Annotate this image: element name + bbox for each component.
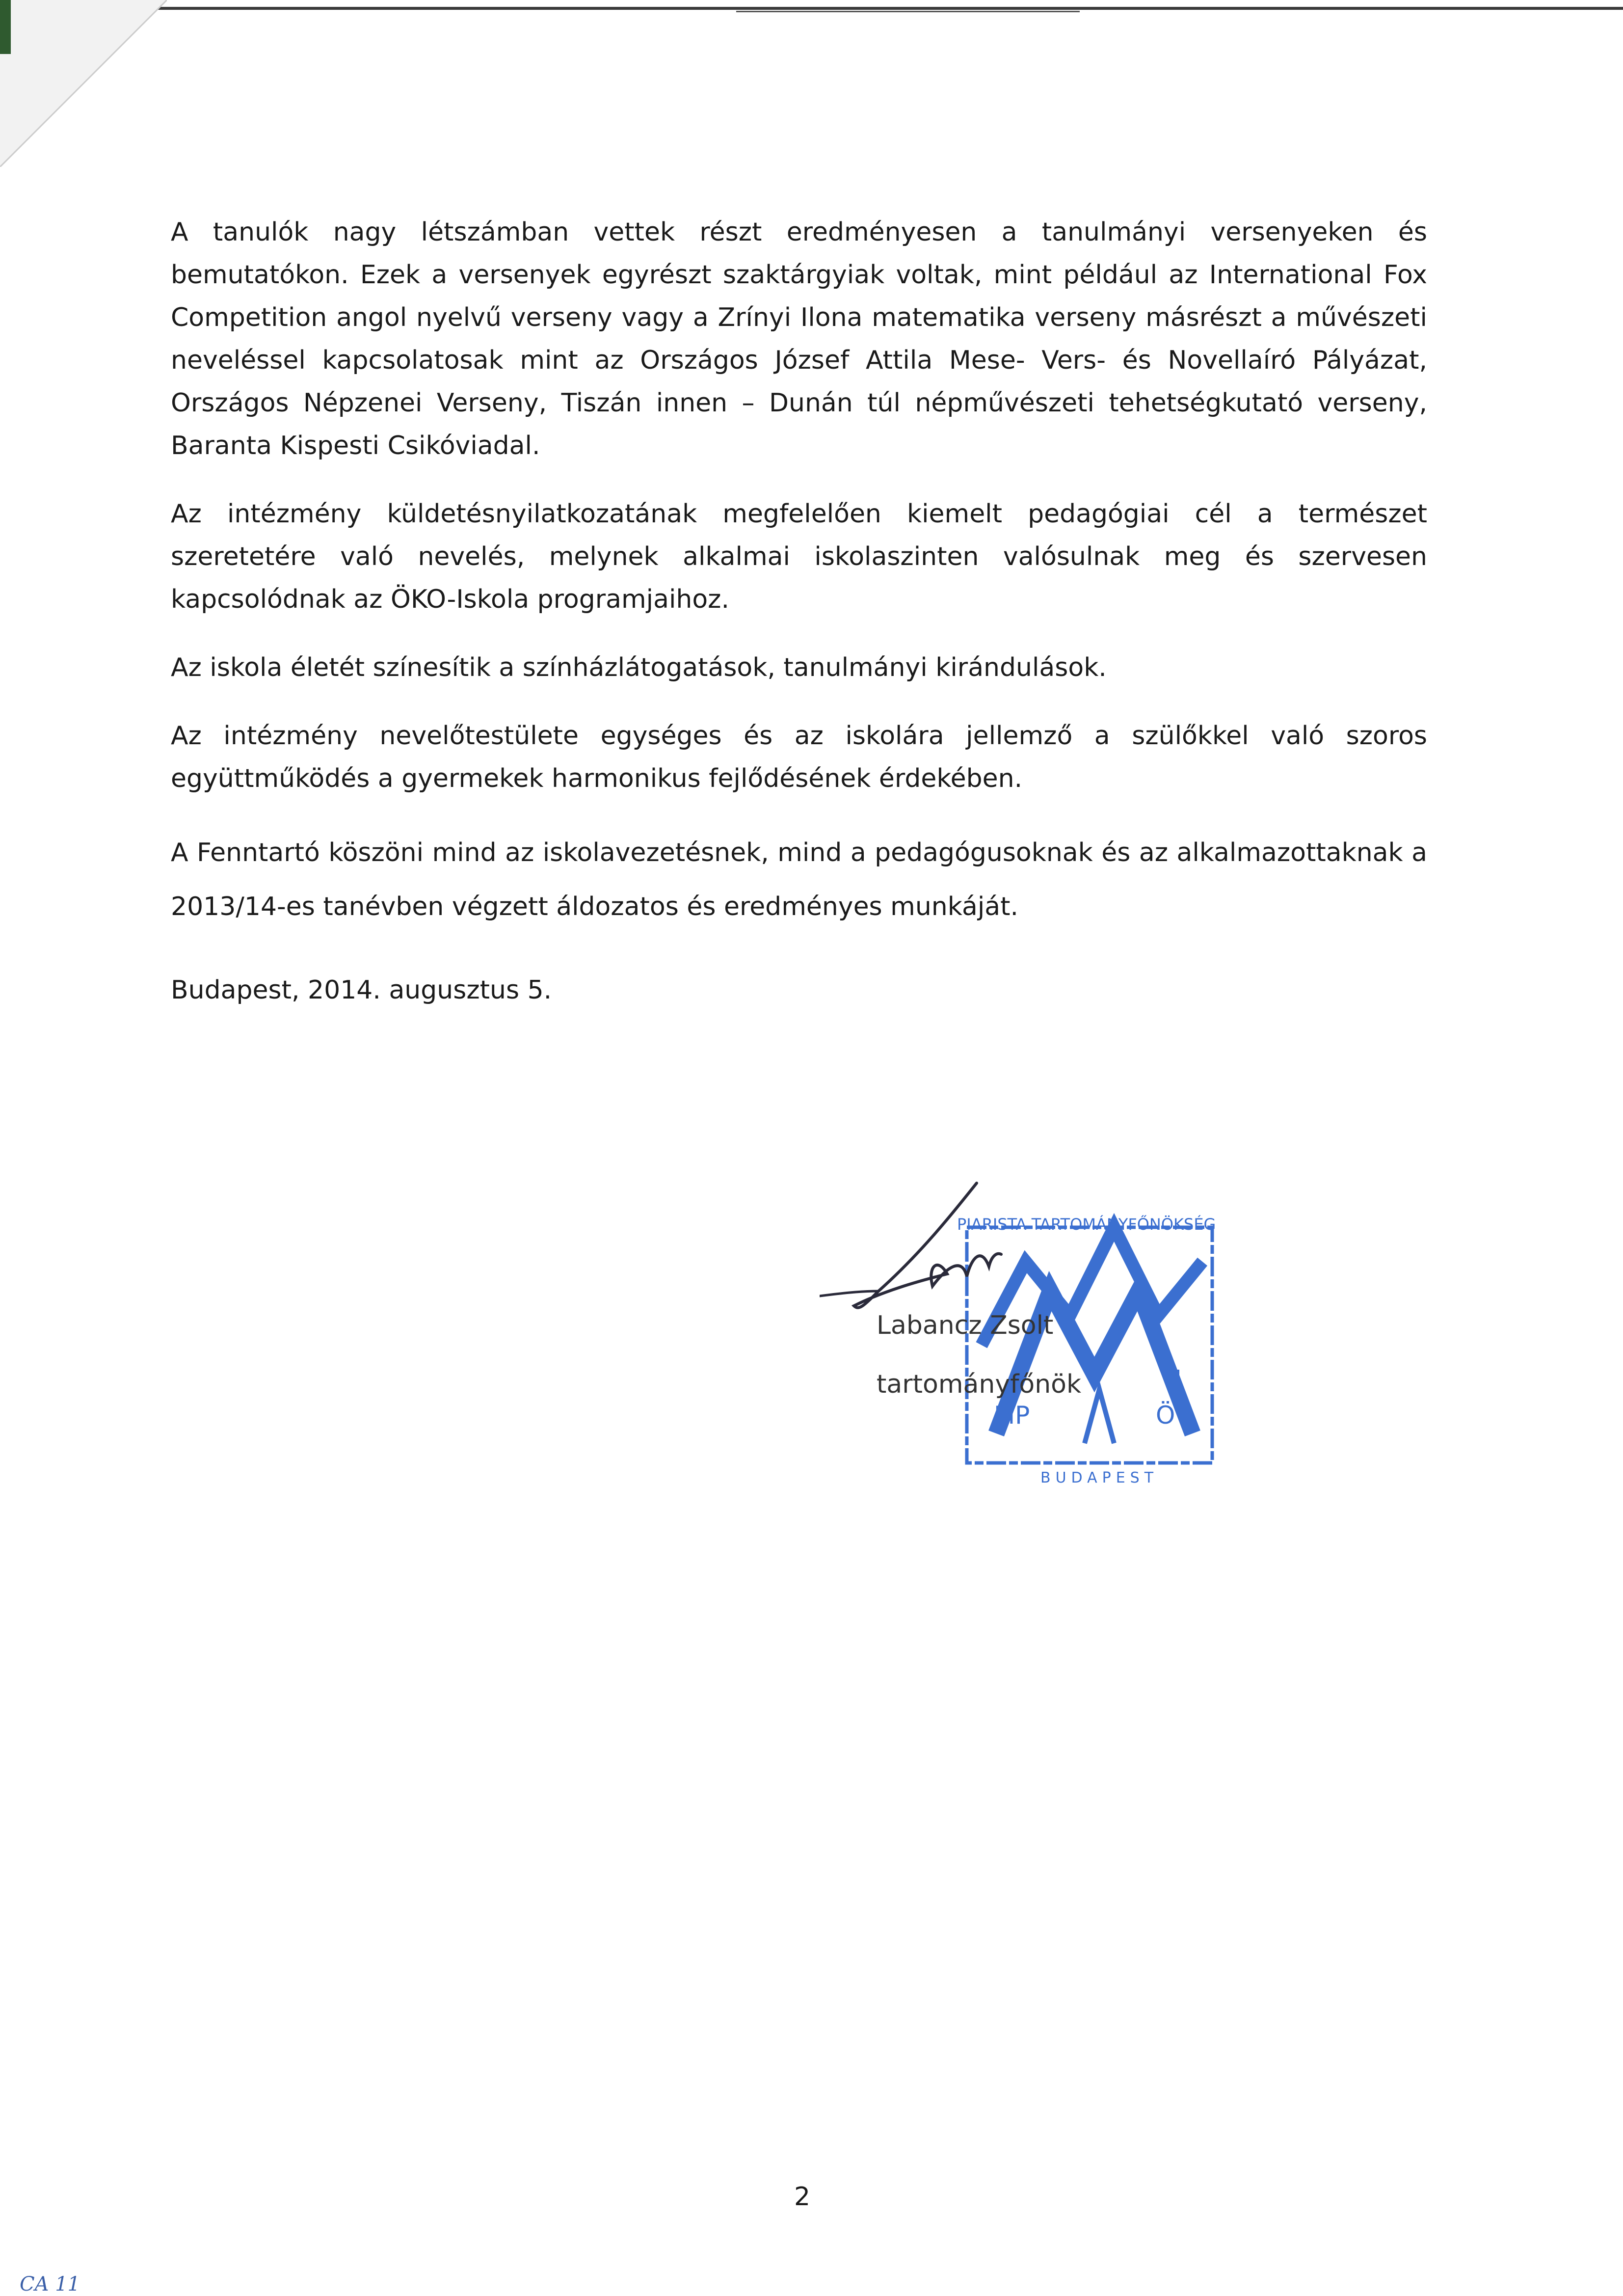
paragraph-staff: Az intézmény nevelőtestülete egységes és az iskolára jellemző a szülőkkel való szoros együttműködés a gyermekek harmonikus fejlődésének érdekében. [171,721,1427,793]
folded-corner [0,0,167,167]
page-number: 2 [794,2182,811,2212]
signatory-name: Labancz Zsolt [877,1311,1054,1340]
date-line: Budapest, 2014. augusztus 5. [171,975,552,1005]
paragraph-activities: Az iskola életét színesítik a színházlátogatások, tanulmányi kirándulások. [171,653,1107,682]
stamp-right-letters: ÖY [1156,1401,1189,1430]
handwritten-signature [854,1183,1001,1308]
paragraph-competitions: A tanulók nagy létszámban vettek részt eredményesen a tanulmányi versenyeken és bemutatókon. Ezek a versenyek egyrészt szaktárgyiak voltak, mint például az International Fox Competition angol nyelvű verseny vagy a Zrínyi Ilona matematika verseny másrészt a művészeti neveléssel kapcsolatosak mint az Országos József Attila Mese- Vers- és Novellaíró Pályázat, Országos Népzenei Verseny, Tiszán innen – Dunán túl népművészeti tehetségkutató verseny, Baranta Kispesti Csikóviadal. [171,217,1427,460]
stamp-top-text: PIARISTA TARTOMÁNYFŐNÖKSÉG [957,1215,1216,1234]
paragraph-mission: Az intézmény küldetésnyilatkozatának megfelelően kiemelt pedagógiai cél a természet szeretetére való nevelés, melynek alkalmai iskolaszinten valósulnak meg és szervesen kapcsolódnak az ÖKO-Iskola programjaihoz. [171,499,1427,614]
scan-top-edge-mark [736,11,1080,12]
scan-top-edge [0,7,1623,10]
signatory-title: tartományfőnök [877,1370,1082,1399]
letter-body [171,211,1427,959]
margin-note: CA 11 [20,2273,80,2296]
stamp-left-letters: MP [994,1401,1030,1430]
paragraph-thanks: A Fenntartó köszöni mind az iskolavezetésnek, mind a pedagógusoknak és az alkalmazottaknak a 2013/14-es tanévben végzett áldozatos és eredményes munkáját. [171,838,1427,921]
stamp-bottom-text: BUDAPEST [1040,1469,1159,1486]
